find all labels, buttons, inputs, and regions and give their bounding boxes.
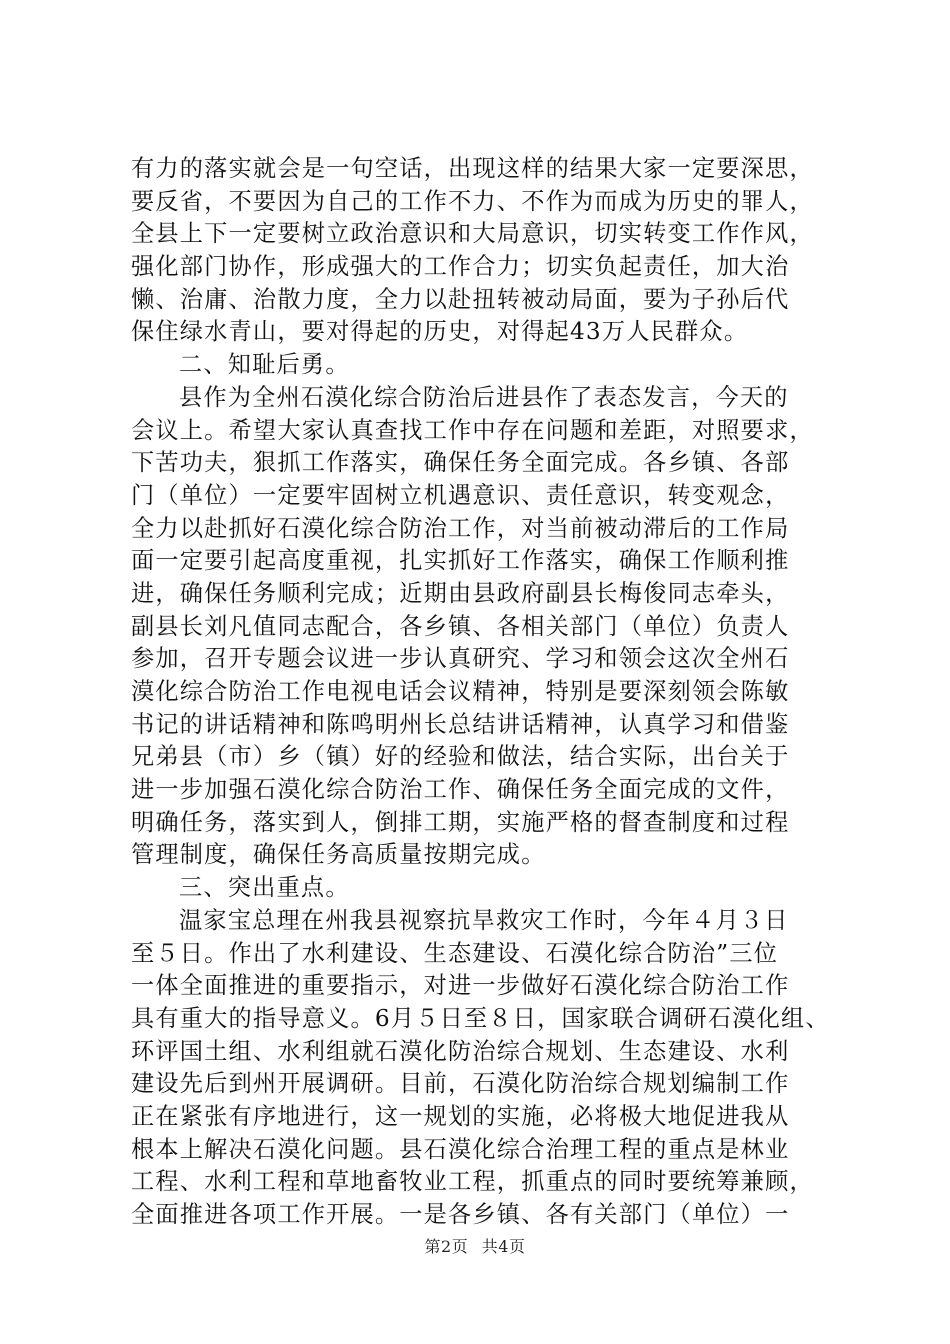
text-line: 全县上下一定要树立政治意识和大局意识，切实转变工作作风， <box>131 220 814 248</box>
text-line: 至５日。作出了水利建设、生态建设、石漠化综合防治”三位 <box>131 939 779 967</box>
page-footer <box>0 1237 950 1257</box>
page-number-current: 第2页 <box>424 1237 469 1256</box>
text-line: 管理制度，确保任务高质量按期完成。 <box>131 841 546 869</box>
text-line: 会议上。希望大家认真查找工作中存在问题和差距，对照要求， <box>131 416 814 444</box>
text-line: 副县长刘凡值同志配合，各乡镇、各相关部门（单位）负责人 <box>131 612 790 640</box>
text-line: 明确任务，落实到人，倒排工期，实施严格的督查制度和过程 <box>131 808 790 836</box>
text-line: 一体全面推进的重要指示，对进一步做好石漠化综合防治工作 <box>131 972 790 1000</box>
text-line: 门（单位）一定要牢固树立机遇意识、责任意识，转变观念， <box>131 481 790 509</box>
text-line: 书记的讲话精神和陈鸣明州长总结讲话精神，认真学习和借鉴 <box>131 710 790 738</box>
text-line: 漠化综合防治工作电视电话会议精神，特别是要深刻领会陈敏 <box>131 678 790 705</box>
text-line: 正在紧张有序地进行，这一规划的实施，必将极大地促进我从 <box>131 1102 790 1130</box>
text-line: 进，确保任务顺利完成；近期由县政府副县长梅俊同志牵头， <box>131 579 790 607</box>
text-line: 全面推进各项工作开展。一是各乡镇、各有关部门（单位）一 <box>131 1201 790 1228</box>
text-line: 温家宝总理在州我县视察抗旱救灾工作时，今年４月３日 <box>179 906 789 934</box>
text-line: 保住绿水青山，要对得起的历史，对得起43万人民群众。 <box>131 318 749 346</box>
text-line: 建设先后到州开展调研。目前，石漠化防治综合规划编制工作 <box>131 1070 790 1098</box>
text-line: 面一定要引起高度重视，扎实抓好工作落实，确保工作顺利推 <box>131 547 790 575</box>
text-line: 根本上解决石漠化问题。县石漠化综合治理工程的重点是林业 <box>131 1135 790 1163</box>
page-number-total: 共4页 <box>481 1237 526 1256</box>
text-line: 下苦功夫，狠抓工作落实，确保任务全面完成。各乡镇、各部 <box>131 449 790 477</box>
text-line: 兄弟县（市）乡（镇）好的经验和做法，结合实际，出台关于 <box>131 743 790 771</box>
text-line: 三、突出重点。 <box>179 874 350 902</box>
text-line: 二、知耻后勇。 <box>179 351 350 379</box>
text-line: 强化部门协作，形成强大的工作合力；切实负起责任，加大治 <box>131 253 790 281</box>
text-line: 环评国土组、水利组就石漠化防治综合规划、生态建设、水利 <box>131 1037 790 1065</box>
text-line: 有力的落实就会是一句空话，出现这样的结果大家一定要深思， <box>131 155 814 182</box>
document-body <box>131 153 831 1232</box>
text-line: 工程、水利工程和草地畜牧业工程，抓重点的同时要统筹兼顾， <box>131 1168 814 1196</box>
text-line: 参加，召开专题会议进一步认真研究、学习和领会这次全州石 <box>131 645 790 673</box>
text-line: 具有重大的指导意义。6月５日至８日，国家联合调研石漠化组、 <box>131 1004 830 1032</box>
text-line: 县作为全州石漠化综合防治后进县作了表态发言，今天的 <box>179 383 789 411</box>
text-line: 要反省，不要因为自己的工作不力、不作为而成为历史的罪人， <box>131 187 814 215</box>
text-line: 进一步加强石漠化综合防治工作、确保任务全面完成的文件， <box>131 776 790 804</box>
text-line: 全力以赴抓好石漠化综合防治工作，对当前被动滞后的工作局 <box>131 514 790 542</box>
text-line: 懒、治庸、治散力度，全力以赴扭转被动局面，要为子孙后代 <box>131 285 790 313</box>
